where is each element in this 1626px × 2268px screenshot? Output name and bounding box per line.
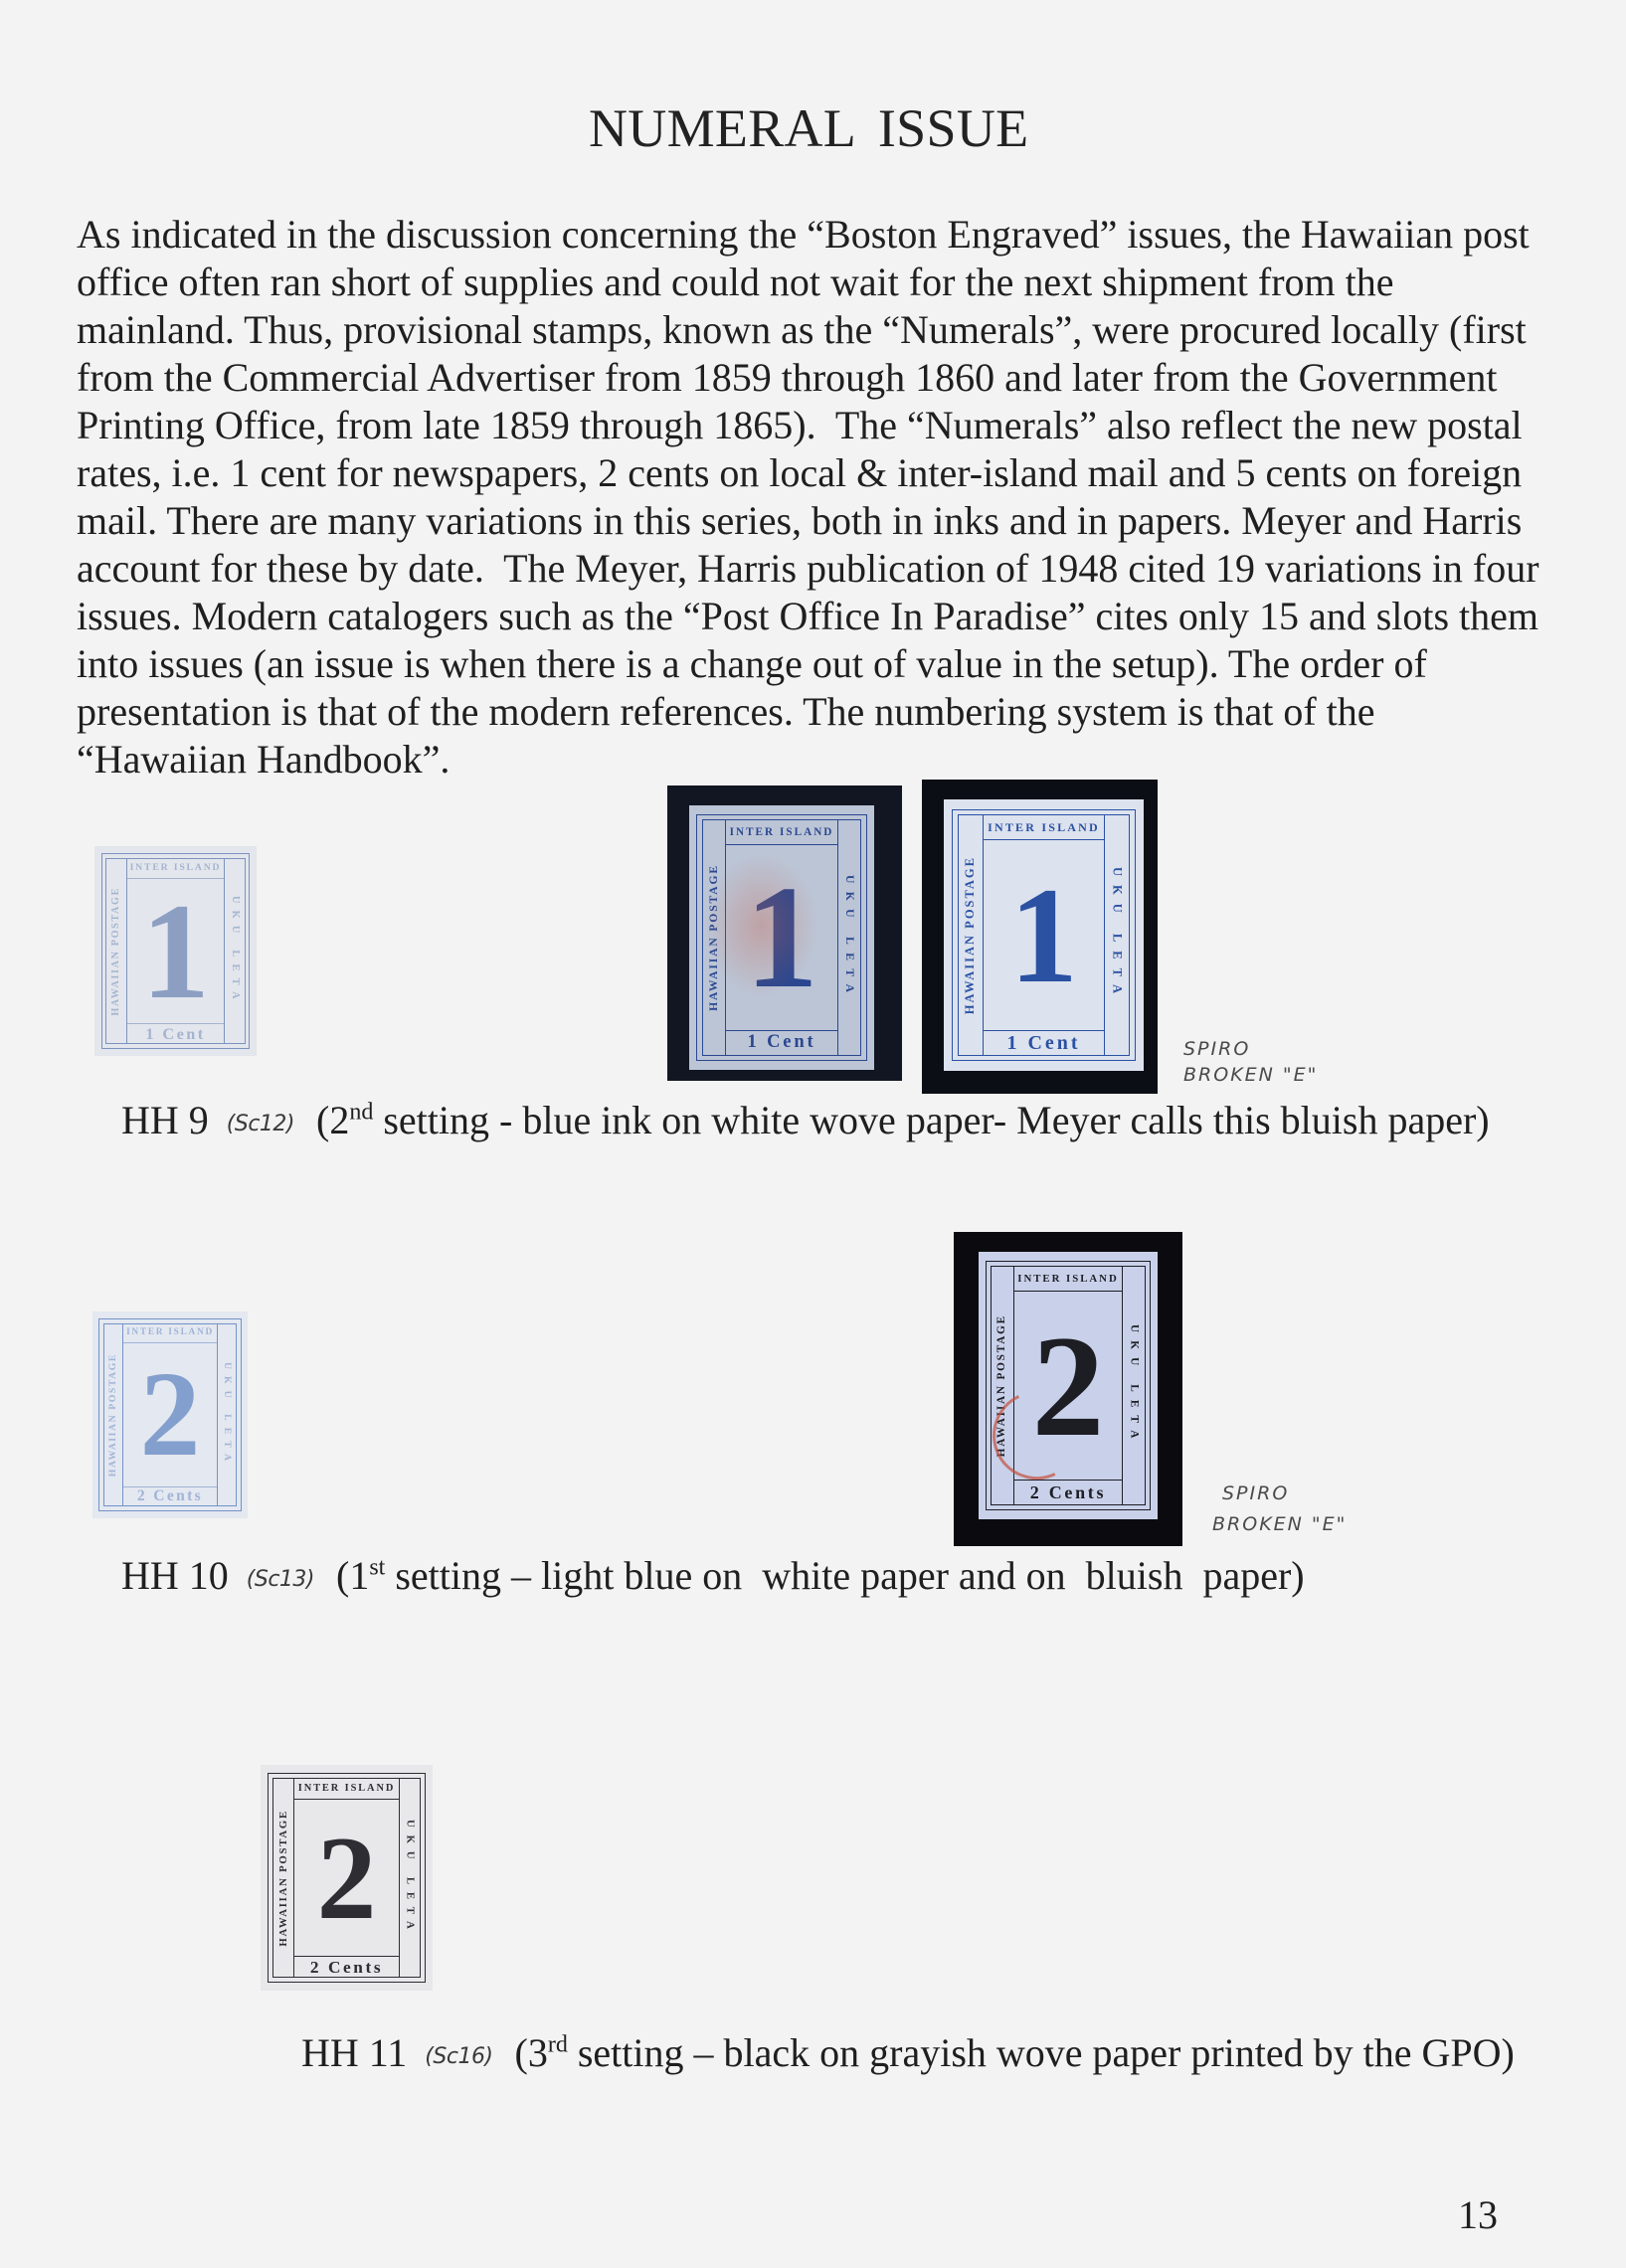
body-paragraph: [77, 211, 1539, 784]
handwritten-note: SPIRO: [1183, 1038, 1251, 1060]
stamp-left-text: HAWAIIAN POSTAGE: [995, 1313, 1008, 1458]
caption-ordinal: nd: [349, 1099, 374, 1126]
stamp-hh11-black-2-cents: [261, 1765, 433, 1991]
stamp-hh9-pale-1-cent: [94, 846, 257, 1056]
stamp-top-text: INTER ISLAND: [725, 820, 838, 845]
stamp-value-text: 2 Cents: [122, 1486, 217, 1505]
caption-hh10: [121, 1552, 1305, 1604]
stamp-frame: [268, 1773, 426, 1983]
stamp-right-text: UKU LETA: [230, 896, 242, 1006]
caption-description: [336, 1553, 1305, 1598]
caption-open: (3: [514, 2030, 548, 2075]
stamp-numeral: 1: [745, 856, 818, 1019]
caption-hh9: [121, 1097, 1490, 1148]
stamp-top-text: INTER ISLAND: [983, 815, 1106, 840]
caption-label: HH 9: [121, 1098, 209, 1142]
stamp-top-text: INTER ISLAND: [122, 1324, 217, 1343]
stamp-inner-frame: [272, 1778, 421, 1978]
stamp-mount: [667, 785, 902, 1081]
body-paragraph-line: into issues (an issue is when there is a change out of value in the setup). The order of: [77, 641, 1427, 686]
stamp-value-text: 1 Cent: [126, 1023, 226, 1042]
stamp-mount: [922, 780, 1158, 1094]
stamp-left-column: [106, 859, 126, 1043]
stamp-right-text: UKU LETA: [404, 1819, 417, 1937]
stamp-top-text: INTER ISLAND: [126, 859, 226, 878]
stamp-frame: [98, 1318, 242, 1510]
handwritten-note: BROKEN "E": [1183, 1064, 1319, 1086]
stamp-top-text: INTER ISLAND: [1013, 1267, 1124, 1292]
body-paragraph-line: rates, i.e. 1 cent for newspapers, 2 cents on local & inter-island mail and 5 cents on foreign: [77, 450, 1523, 495]
stamp-inner-frame: [103, 1323, 238, 1506]
handwritten-note: BROKEN "E": [1212, 1513, 1348, 1535]
stamp-numeral: 2: [1031, 1305, 1105, 1467]
stamp-mount: [954, 1232, 1182, 1546]
body-paragraph-line: As indicated in the discussion concerning the “Boston Engraved” issues, the Hawaiian post: [77, 212, 1530, 257]
stamp-value-text: 1 Cent: [725, 1030, 838, 1055]
body-paragraph-line: presentation is that of the modern references. The numbering system is that of the: [77, 689, 1375, 734]
caption-ordinal: rd: [547, 2031, 568, 2058]
stamp-left-text: HAWAIIAN POSTAGE: [109, 886, 121, 1016]
stamp-right-text: UKU LETA: [843, 874, 857, 1001]
stamp-value-text: 1 Cent: [983, 1030, 1106, 1055]
stamp-left-text: HAWAIIAN POSTAGE: [107, 1352, 119, 1478]
stamp-value-text: 2 Cents: [293, 1956, 399, 1977]
caption-hh11: [301, 2029, 1515, 2081]
stamp-right-text: UKU LETA: [1128, 1324, 1141, 1447]
body-paragraph-line: mail. There are many variations in this series, both in inks and in papers. Meyer and Harris: [77, 498, 1523, 543]
stamp-hh10-spiro-2-cents: [979, 1252, 1158, 1519]
caption-description: [316, 1098, 1490, 1142]
stamp-left-text: HAWAIIAN POSTAGE: [706, 864, 720, 1011]
body-paragraph-line: mainland. Thus, provisional stamps, known as the “Numerals”, were procured locally (first: [77, 307, 1527, 352]
caption-ordinal: st: [369, 1554, 386, 1581]
body-paragraph-line: office often ran short of supplies and could not wait for the next shipment from the: [77, 260, 1394, 304]
stamp-hh9-blue-1-cent: [689, 805, 874, 1070]
body-paragraph-line: “Hawaiian Handbook”.: [77, 737, 451, 782]
stamp-frame: [952, 809, 1136, 1062]
scott-number-handwritten: (Sc13): [246, 1567, 315, 1592]
page-title: NUMERAL ISSUE: [589, 98, 1029, 158]
stamp-inner-frame: [105, 858, 246, 1044]
caption-label: HH 10: [121, 1553, 229, 1598]
stamp-right-column: [1104, 815, 1129, 1055]
stamp-frame: [986, 1261, 1151, 1509]
stamp-right-text: UKU LETA: [1110, 867, 1125, 1003]
stamp-numeral: 1: [141, 877, 210, 1025]
stamp-hh9-spiro-1-cent: [944, 799, 1144, 1071]
stamp-left-column: [959, 815, 984, 1055]
body-paragraph-line: from the Commercial Advertiser from 1859 through 1860 and later from the Government: [77, 355, 1498, 400]
body-paragraph-line: issues. Modern catalogers such as the “Post Office In Paradise” cites only 15 and slots them: [77, 594, 1539, 638]
caption-text: setting – light blue on white paper and on bluish paper): [385, 1553, 1305, 1598]
stamp-right-column: [399, 1779, 421, 1977]
caption-open: (1: [336, 1553, 370, 1598]
postmark-cancel: [704, 853, 818, 998]
scott-number-handwritten: (Sc16): [425, 2044, 493, 2069]
caption-description: [515, 2030, 1515, 2075]
caption-text: setting – black on grayish wove paper printed by the GPO): [567, 2030, 1515, 2075]
stamp-right-column: [1122, 1267, 1144, 1503]
stamp-right-column: [224, 859, 244, 1043]
stamp-hh10-pale-2-cents: [92, 1311, 248, 1518]
stamp-right-column: [217, 1324, 237, 1505]
stamp-numeral: 2: [139, 1347, 201, 1482]
stamp-frame: [101, 853, 251, 1048]
stamp-left-text: HAWAIIAN POSTAGE: [276, 1809, 289, 1947]
stamp-inner-frame: [958, 814, 1131, 1056]
stamp-right-text: UKU LETA: [221, 1361, 233, 1469]
stamp-top-text: INTER ISLAND: [293, 1779, 399, 1800]
caption-label: HH 11: [301, 2030, 408, 2075]
stamp-right-column: [837, 820, 860, 1054]
page-number: 13: [1458, 2192, 1498, 2237]
stamp-left-column: [273, 1779, 295, 1977]
stamp-numeral: 1: [1009, 858, 1078, 1011]
stamp-numeral: 2: [316, 1811, 377, 1944]
caption-open: (2: [316, 1098, 350, 1142]
caption-text: setting - blue ink on white wove paper- Meyer calls this bluish paper): [373, 1098, 1490, 1142]
body-paragraph-line: account for these by date. The Meyer, Harris publication of 1948 cited 19 variations in four: [77, 546, 1539, 591]
stamp-left-column: [104, 1324, 124, 1505]
body-paragraph-line: Printing Office, from late 1859 through 1865). The “Numerals” also reflect the new postal: [77, 403, 1523, 447]
scott-number-handwritten: (Sc12): [226, 1112, 295, 1136]
handwritten-note: SPIRO: [1222, 1483, 1290, 1504]
stamp-value-text: 2 Cents: [1013, 1480, 1124, 1504]
stamp-left-text: HAWAIIAN POSTAGE: [963, 855, 978, 1015]
